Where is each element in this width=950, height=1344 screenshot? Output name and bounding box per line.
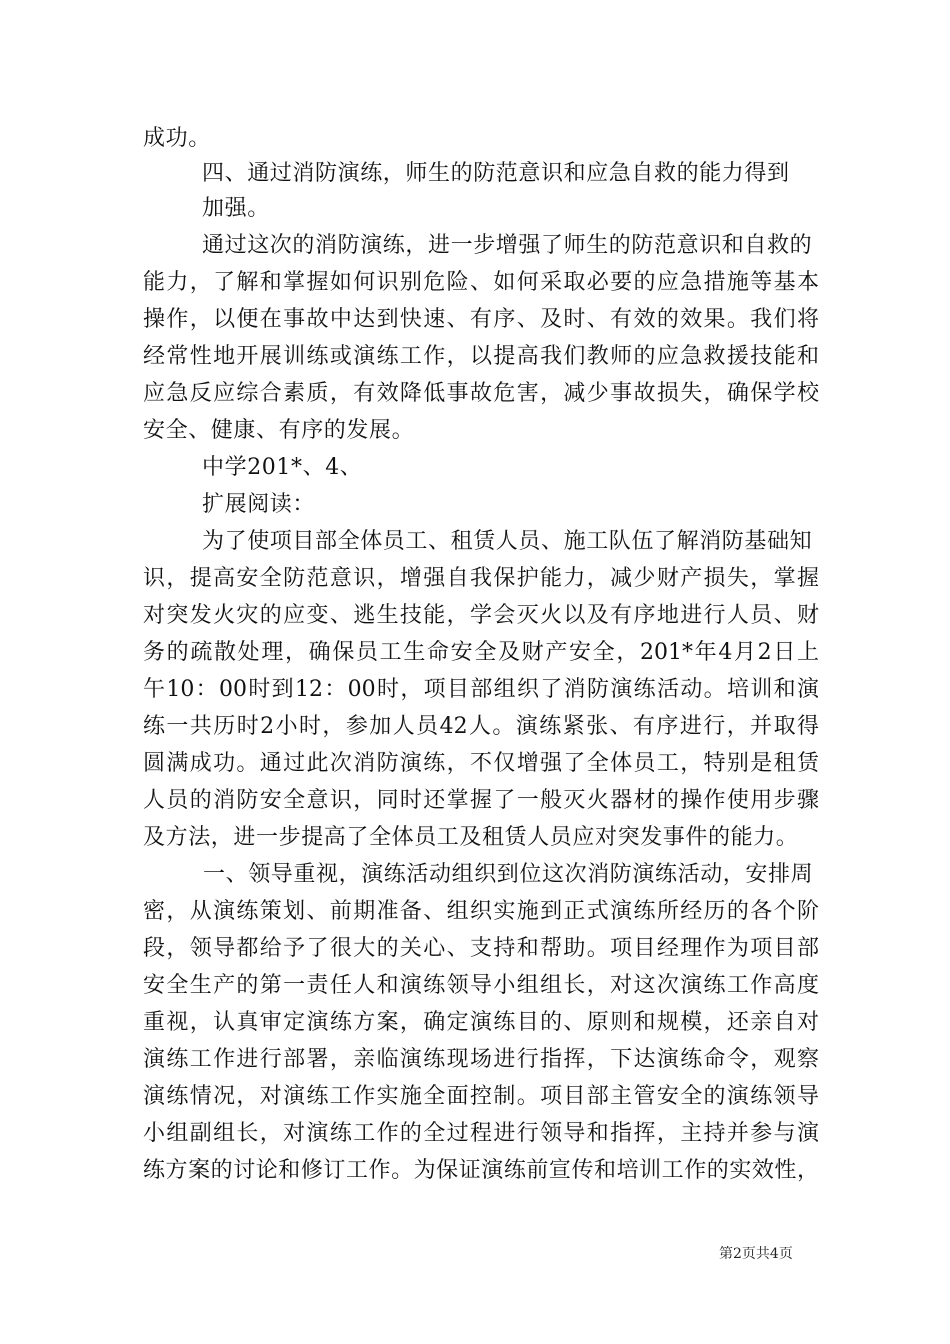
text-line: 经常性地开展训练或演练工作，以提高我们教师的应急救援技能和 (143, 344, 819, 369)
text-line: 练方案的讨论和修订工作。为保证演练前宣传和培训工作的实效性， (143, 1158, 819, 1183)
text-line: 演练工作进行部署，亲临演练现场进行指挥，下达演练命令，观察 (143, 1047, 819, 1072)
text-line: 小组副组长，对演练工作的全过程进行领导和指挥，主持并参与演 (143, 1121, 819, 1146)
text-line: 操作，以便在事故中达到快速、有序、及时、有效的效果。我们将 (143, 307, 819, 332)
text-line: 对突发火灾的应变、逃生技能，学会灭火以及有序地进行人员、财 (143, 603, 819, 628)
text-line: 练一共历时2小时，参加人员42人。演练紧张、有序进行，并取得 (143, 714, 819, 739)
text-line: 成功。 (143, 126, 211, 151)
text-line: 识，提高安全防范意识，增强自我保护能力，减少财产损失，掌握 (143, 566, 819, 591)
text-line: 安全、健康、有序的发展。 (143, 418, 415, 443)
text-line: 为了使项目部全体员工、租赁人员、施工队伍了解消防基础知 (202, 529, 813, 554)
text-line: 午10：00时到12：00时，项目部组织了消防演练活动。培训和演 (143, 677, 819, 702)
text-line: 安全生产的第一责任人和演练领导小组组长，对这次演练工作高度 (143, 973, 819, 998)
text-line: 务的疏散处理，确保员工生命安全及财产安全，201*年4月2日上 (143, 640, 819, 665)
text-line: 段，领导都给予了很大的关心、支持和帮助。项目经理作为项目部 (143, 936, 819, 961)
extended-reading-heading: 扩展阅读： (202, 492, 316, 517)
text-line: 重视，认真审定演练方案，确定演练目的、原则和规模，还亲自对 (143, 1010, 819, 1035)
text-line: 应急反应综合素质，有效降低事故危害，减少事故损失，确保学校 (143, 381, 819, 406)
section-heading: 一、领导重视，演练活动组织到位这次消防演练活动，安排周 (203, 862, 814, 887)
section-heading: 加强。 (202, 196, 270, 221)
text-line: 能力，了解和掌握如何识别危险、如何采取必要的应急措施等基本 (143, 270, 819, 295)
text-line: 人员的消防安全意识，同时还掌握了一般灭火器材的操作使用步骤 (143, 788, 819, 813)
text-line: 演练情况，对演练工作实施全面控制。项目部主管安全的演练领导 (143, 1084, 819, 1109)
text-line: 通过这次的消防演练，进一步增强了师生的防范意识和自救的 (202, 233, 813, 258)
date-line: 中学201*、4、 (202, 455, 363, 480)
text-line: 密，从演练策划、前期准备、组织实施到正式演练所经历的各个阶 (143, 899, 819, 924)
section-heading: 四、通过消防演练，师生的防范意识和应急自救的能力得到 (202, 161, 790, 186)
text-line: 及方法，进一步提高了全体员工及租赁人员应对突发事件的能力。 (143, 825, 799, 850)
text-line: 圆满成功。通过此次消防演练，不仅增强了全体员工，特别是租赁 (143, 751, 819, 776)
page-number-footer: 第2页共4页 (719, 1246, 793, 1262)
